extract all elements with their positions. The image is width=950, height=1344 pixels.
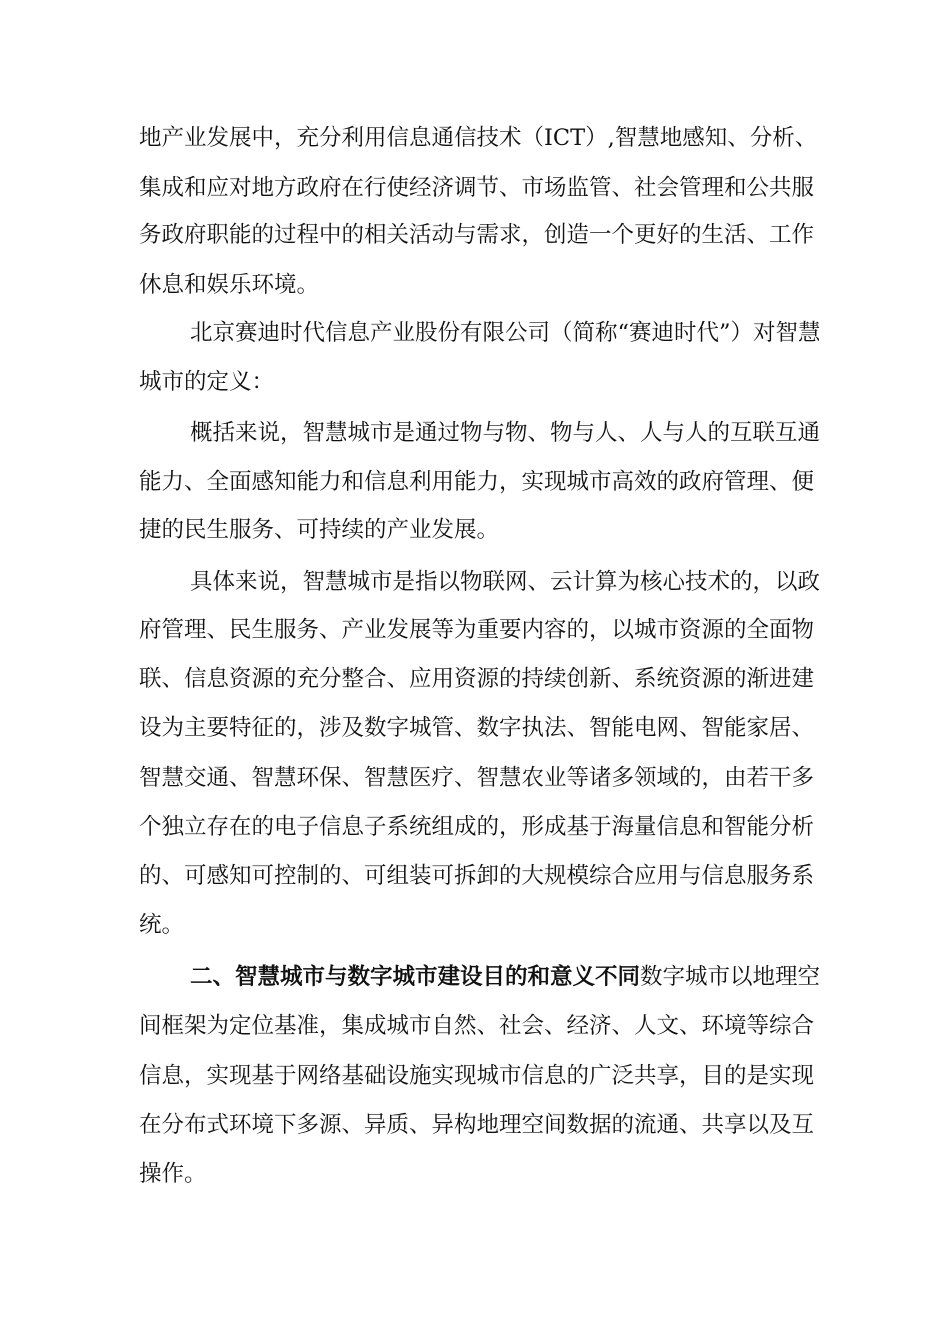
body-text-inline: 数字城市以地理空 — [640, 964, 821, 990]
body-text-line: 府管理、民生服务、产业发展等为重要内容的，以城市资源的全面物 — [139, 617, 815, 643]
body-text-line: 智慧交通、智慧环保、智慧医疗、智慧农业等诸多领域的，由若干多 — [139, 765, 815, 791]
body-text-line: 个独立存在的电子信息子系统组成的，形成基于海量信息和智能分析 — [139, 814, 815, 840]
body-text-line: 具体来说，智慧城市是指以物联网、云计算为核心技术的，以政 — [190, 569, 821, 595]
body-text-line: 设为主要特征的，涉及数字城管、数字执法、智能电网、智能家居、 — [139, 715, 815, 741]
body-text-line: 集成和应对地方政府在行使经济调节、市场监管、社会管理和公共服 — [139, 175, 815, 201]
body-text-line: 的、可感知可控制的、可组装可拆卸的大规模综合应用与信息服务系 — [139, 863, 815, 889]
body-text-line: 能力、全面感知能力和信息利用能力，实现城市高效的政府管理、便 — [139, 469, 815, 495]
body-text-line: 休息和娱乐环境。 — [139, 272, 320, 298]
body-text-line: 地产业发展中，充分利用信息通信技术（ICT）,智慧地感知、分析、 — [139, 125, 818, 151]
body-text-line: 概括来说，智慧城市是通过物与物、物与人、人与人的互联互通 — [190, 420, 821, 446]
body-text-line: 在分布式环境下多源、异质、异构地理空间数据的流通、共享以及互 — [139, 1112, 815, 1138]
body-text-line: 北京赛迪时代信息产业股份有限公司（简称“赛迪时代”）对智慧 — [190, 320, 821, 346]
section-heading: 二、智慧城市与数字城市建设目的和意义不同 — [190, 964, 641, 990]
body-text-line: 统。 — [139, 912, 185, 938]
body-text-line: 捷的民生服务、可持续的产业发展。 — [139, 517, 500, 543]
body-text-line: 城市的定义： — [139, 369, 275, 395]
body-text-line: 操作。 — [139, 1161, 207, 1187]
body-text-line: 务政府职能的过程中的相关活动与需求，创造一个更好的生活、工作 — [139, 222, 815, 248]
section-heading-line — [190, 962, 820, 992]
body-text-line: 联、信息资源的充分整合、应用资源的持续创新、系统资源的渐进建 — [139, 666, 815, 692]
body-text-line: 信息，实现基于网络基础设施实现城市信息的广泛共享，目的是实现 — [139, 1063, 815, 1089]
body-text-line: 间框架为定位基准，集成城市自然、社会、经济、人文、环境等综合 — [139, 1013, 815, 1039]
